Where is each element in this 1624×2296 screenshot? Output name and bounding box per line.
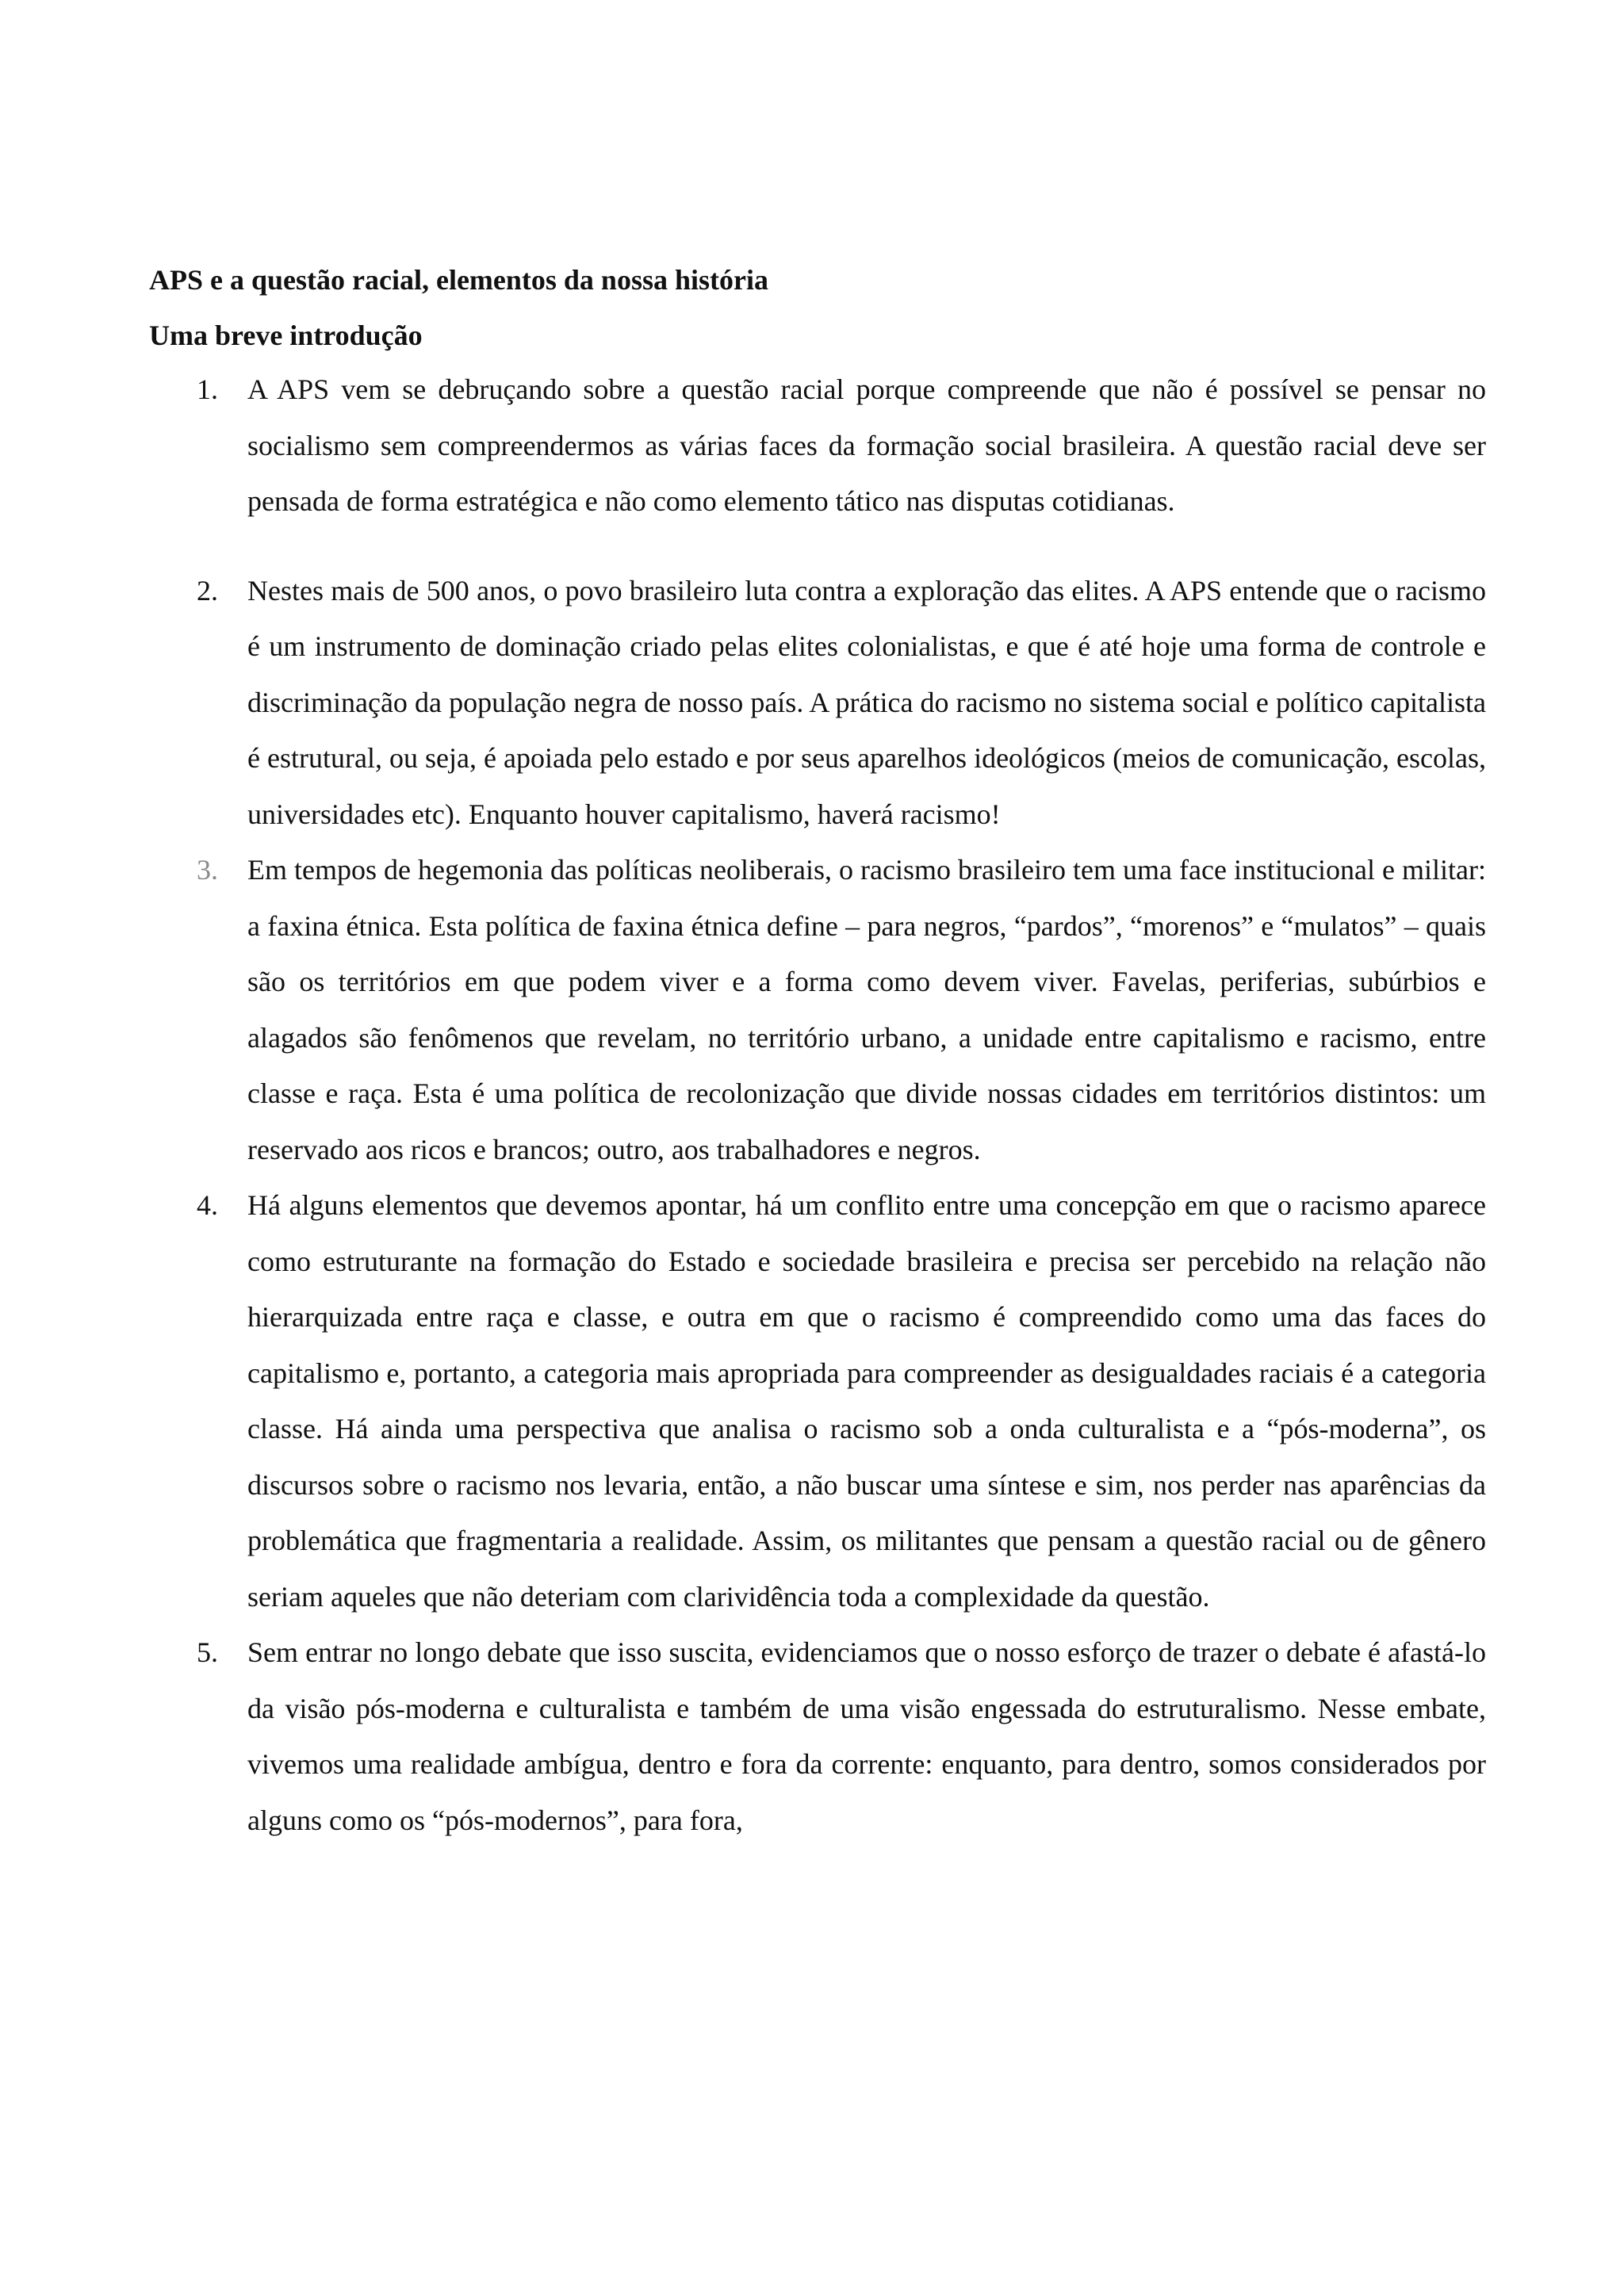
list-item-number: 5.	[197, 1636, 218, 1668]
list-item-text: Em tempos de hegemonia das políticas neoliberais, o racismo brasileiro tem uma face institucional e militar: a faxina étnica. Esta política de faxina étnica define – para negros, “pardos”, “morenos” e “mulatos” – quais são os territórios em que podem viver e a forma como devem viver. Favelas, periferias, subúrbios e alagados são fenômenos que revelam, no território urbano, a unidade entre capitalismo e racismo, entre classe e raça. Esta é uma política de recolonização que divide nossas cidades em territórios distintos: um reservado aos ricos e brancos; outro, aos trabalhadores e negros.	[247, 854, 1486, 1165]
document-subtitle: Uma breve introdução	[149, 320, 423, 351]
list-item-number: 3.	[197, 854, 218, 886]
list-item-text: Nestes mais de 500 anos, o povo brasileiro luta contra a exploração das elites. A APS entende que o racismo é um instrumento de dominação criado pelas elites colonialistas, e que é até hoje uma forma de controle e discriminação da população negra de nosso país. A prática do racismo no sistema social e político capitalista é estrutural, ou seja, é apoiada pelo estado e por seus aparelhos ideológicos (meios de comunicação, escolas, universidades etc). Enquanto houver capitalismo, haverá racismo!	[247, 574, 1486, 830]
list-item-text: A APS vem se debruçando sobre a questão racial porque compreende que não é possível se pensar no socialismo sem compreendermos as várias faces da formação social brasileira. A questão racial deve ser pensada de forma estratégica e não como elemento tático nas disputas cotidianas.	[247, 373, 1486, 517]
list-item-1	[149, 362, 1486, 530]
list-item-4	[149, 1177, 1486, 1624]
list-item-2	[149, 563, 1486, 843]
list-item-text: Há alguns elementos que devemos apontar, há um conflito entre uma concepção em que o racismo aparece como estruturante na formação do Estado e sociedade brasileira e precisa ser percebido na relação não hierarquizada entre raça e classe, e outra em que o racismo é compreendido como uma das faces do capitalismo e, portanto, a categoria mais apropriada para compreender as desigualdades raciais é a categoria classe. Há ainda uma perspectiva que analisa o racismo sob a onda culturalista e a “pós-moderna”, os discursos sobre o racismo nos levaria, então, a não buscar uma síntese e sim, nos perder nas aparências da problemática que fragmentaria a realidade. Assim, os militantes que pensam a questão racial ou de gênero seriam aqueles que não deteriam com clarividência toda a complexidade da questão.	[247, 1189, 1486, 1613]
list-item-number: 2.	[197, 574, 218, 607]
list-item-3	[149, 842, 1486, 1177]
numbered-list	[149, 362, 1486, 1848]
list-item-number: 4.	[197, 1189, 218, 1221]
list-item-5	[149, 1624, 1486, 1848]
list-item-number: 1.	[197, 373, 218, 405]
document-title: APS e a questão racial, elementos da nossa história	[149, 264, 768, 296]
list-item-text: Sem entrar no longo debate que isso suscita, evidenciamos que o nosso esforço de trazer o debate é afastá-lo da visão pós-moderna e culturalista e também de uma visão engessada do estruturalismo. Nesse embate, vivemos uma realidade ambígua, dentro e fora da corrente: enquanto, para dentro, somos considerados por alguns como os “pós-modernos”, para fora,	[247, 1636, 1486, 1836]
